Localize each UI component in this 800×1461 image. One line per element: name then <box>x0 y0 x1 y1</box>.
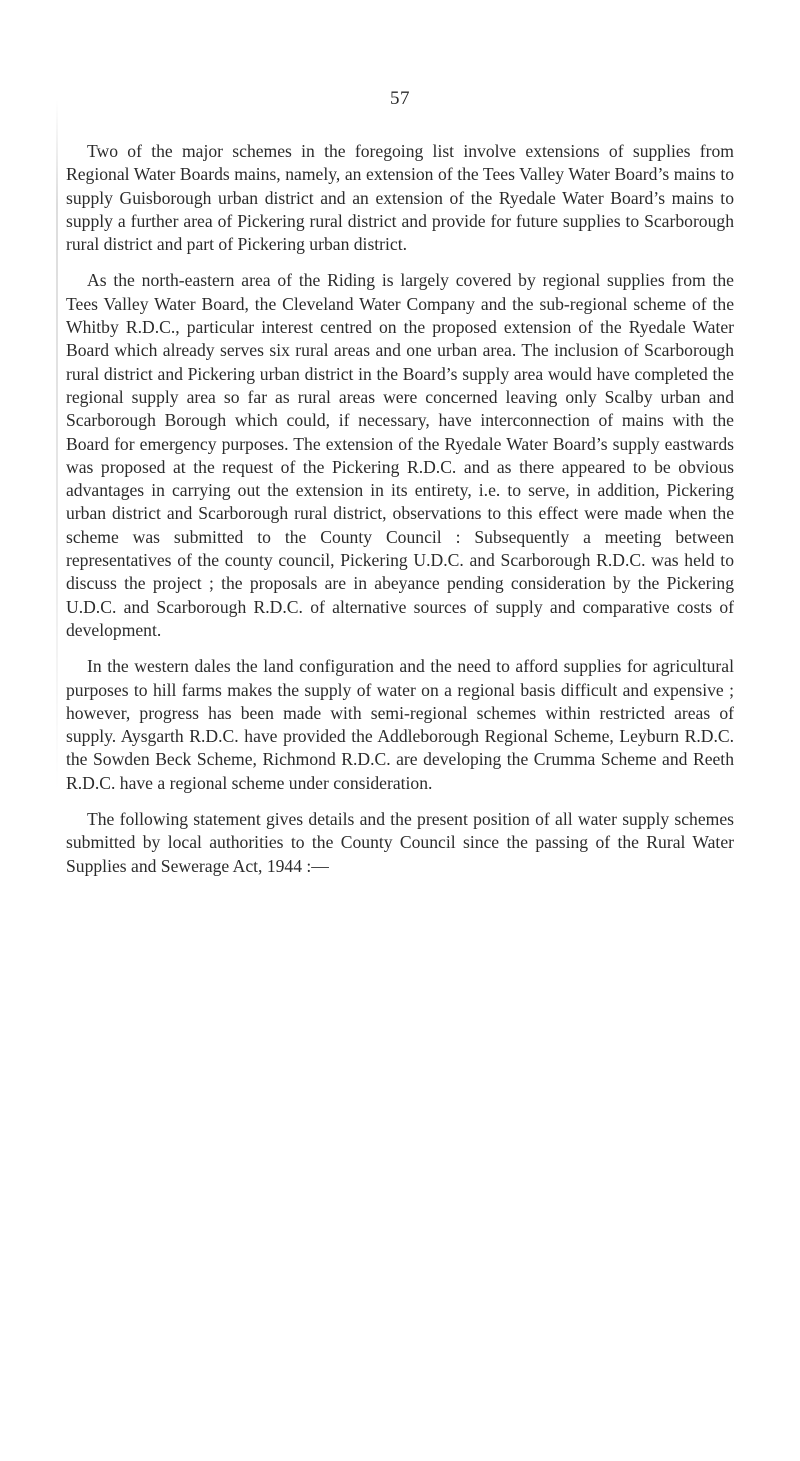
body-text <box>66 140 734 878</box>
paragraph-4: The following statement gives details and the present position of all water supply schemes submitted by local authorities to the County Council since the passing of the Rural Water Supplies and Sewerage Act, 1944 :— <box>66 809 734 876</box>
binding-shadow <box>56 100 58 790</box>
paragraph-3: In the western dales the land configuration and the need to afford supplies for agricultural purposes to hill farms makes the supply of water on a regional basis difficult and expensive ; however, progress has been made with semi-regional schemes within restricted areas of supply. Aysgarth R.D.C. have provided the Addleborough Regional Scheme, Leyburn R.D.C. the Sowden Beck Scheme, Richmond R.D.C. are developing the Crumma Scheme and Reeth R.D.C. have a regional scheme under consideration. <box>66 656 734 793</box>
page-number: 57 <box>390 88 410 109</box>
paragraph-1: Two of the major schemes in the foregoing list involve extensions of supplies from Regional Water Boards mains, namely, an extension of the Tees Valley Water Board’s mains to supply Guisborough urban district and an extension of the Ryedale Water Board’s mains to supply a further area of Pickering rural district and provide for future supplies to Scarborough rural district and part of Pickering urban district. <box>66 141 734 255</box>
paragraph-2: As the north-eastern area of the Riding is largely covered by regional supplies from the Tees Valley Water Board, the Cleveland Water Company and the sub-regional scheme of the Whitby R.D.C., particular interest centred on the proposed extension of the Ryedale Water Board which already serves six rural areas and one urban area. The inclusion of Scarborough rural district and Pickering urban district in the Board’s supply area would have completed the regional supply area so far as rural areas were concerned leaving only Scalby urban and Scarborough Borough which could, if necessary, have interconnection of mains with the Board for emergency purposes. The extension of the Ryedale Water Board’s supply eastwards was proposed at the request of the Pickering R.D.C. and as there appeared to be obvious advantages in carrying out the extension in its entirety, i.e. to serve, in addition, Pickering urban district and Scarborough rural district, observations to this effect were made when the scheme was submitted to the County Council : Subsequently a meeting between representatives of the county council, Pickering U.D.C. and Scarborough R.D.C. was held to discuss the project ; the proposals are in abeyance pending consideration by the Pickering U.D.C. and Scarborough R.D.C. of alternative sources of supply and comparative costs of development. <box>66 270 734 640</box>
